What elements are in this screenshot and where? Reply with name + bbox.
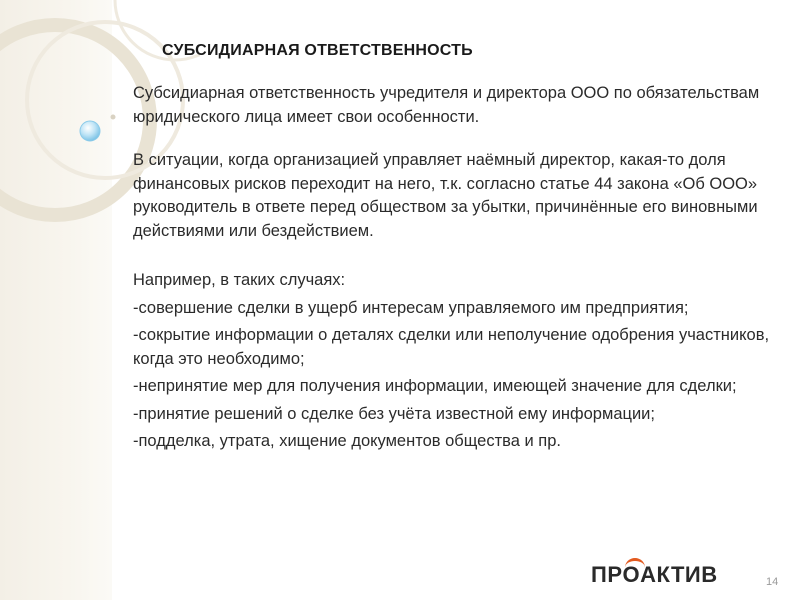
outer-ring-decoration <box>0 25 150 215</box>
slide-number: 14 <box>766 576 779 588</box>
list-item: -сокрытие информации о деталях сделки или неполучение одобрения участников, когда это необходимо; <box>133 326 770 368</box>
logo-o-letter <box>623 562 641 588</box>
small-dot-decoration <box>111 115 116 120</box>
slide-title: СУБСИДИАРНАЯ ОТВЕТСТВЕННОСТЬ <box>162 42 473 59</box>
cases-list <box>133 297 773 454</box>
logo-accent-arc <box>625 558 645 577</box>
proaktiv-logo <box>589 562 724 588</box>
blue-bubble-icon <box>80 121 100 141</box>
logo-prefix: ПР <box>591 562 623 587</box>
list-item: -принятие решений о сделке без учёта известной ему информации; <box>133 404 655 423</box>
list-intro: Например, в таких случаях: <box>133 271 346 289</box>
logo-suffix: АКТИВ <box>640 562 718 587</box>
list-item: -подделка, утрата, хищение документов общества и пр. <box>133 432 561 450</box>
list-item: -непринятие мер для получения информации, имеющей значение для сделки; <box>133 377 737 395</box>
slide-body <box>133 82 773 454</box>
list-item: -совершение сделки в ущерб интересам управляемого им предприятия; <box>133 298 689 317</box>
director-paragraph: В ситуации, когда организацией управляет наёмный директор, какая-то доля финансовых рисков переходит на него, т.к. согласно статье 44 закона «Об ООО» руководитель в ответе перед обществом за убытки, причинённые его виновными действиями или бездействием. <box>133 151 758 240</box>
logo-o-text: О <box>622 562 641 587</box>
intro-paragraph: Субсидиарная ответственность учредителя и директора ООО по обязательствам юридического лица имеет свои особенности. <box>133 84 760 126</box>
